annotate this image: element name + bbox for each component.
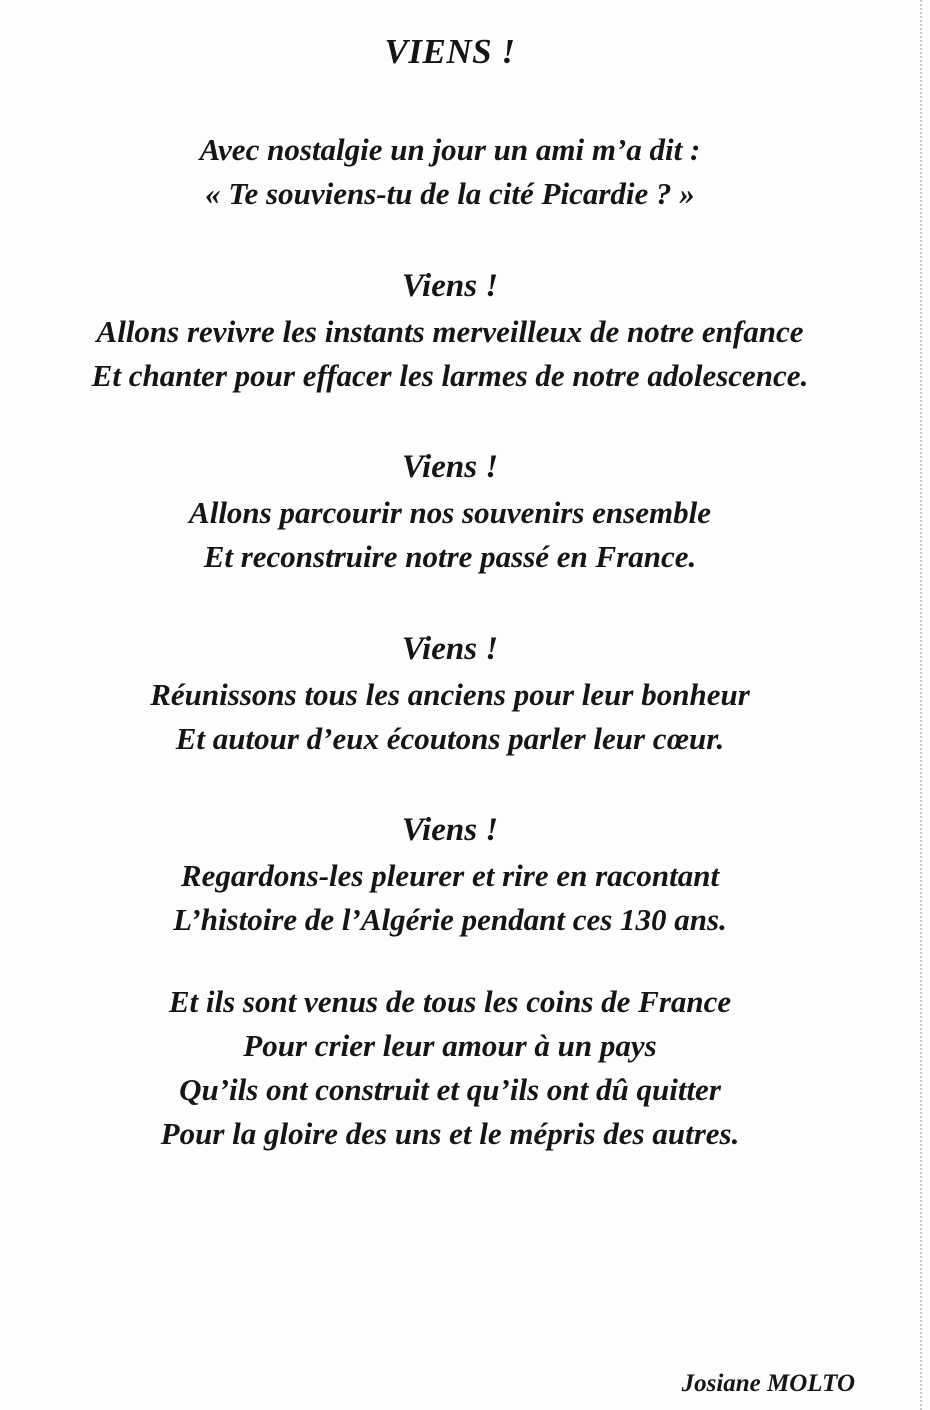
stanza-refrain: Viens !	[401, 268, 499, 304]
stanza-refrain: Viens !	[401, 631, 499, 667]
poem-line: Qu’ils ont construit et qu’ils ont dû quitter	[179, 1072, 721, 1107]
poem-line: Avec nostalgie un jour un ami m’a dit :	[199, 132, 701, 167]
stanza-viens-1	[0, 262, 900, 398]
poem-line: Et chanter pour effacer les larmes de notre adolescence.	[91, 358, 809, 393]
stanza-refrain: Viens !	[401, 449, 499, 485]
poem-line: L’histoire de l’Algérie pendant ces 130 ans.	[173, 902, 727, 937]
poem-line: « Te souviens-tu de la cité Picardie ? »	[205, 176, 695, 211]
author-signature: Josiane MOLTO	[681, 1370, 855, 1397]
poem-line: Et ils sont venus de tous les coins de France	[168, 984, 732, 1019]
poem-line: Allons revivre les instants merveilleux de notre enfance	[96, 314, 804, 349]
stanza-viens-2	[0, 443, 900, 579]
poem-line: Regardons-les pleurer et rire en racontant	[180, 858, 720, 893]
poem-line: Réunissons tous les anciens pour leur bonheur	[150, 677, 750, 712]
poem-line: Pour crier leur amour à un pays	[243, 1028, 657, 1063]
stanza-refrain: Viens !	[401, 812, 499, 848]
poem-line: Pour la gloire des uns et le mépris des autres.	[160, 1116, 740, 1151]
stanza-closing	[0, 980, 900, 1156]
poem-line: Et autour d’eux écoutons parler leur cœur.	[175, 721, 725, 756]
stanza-viens-3	[0, 625, 900, 761]
poem-line: Allons parcourir nos souvenirs ensemble	[189, 495, 711, 530]
stanza-intro	[0, 128, 900, 216]
poem-title: VIENS !	[384, 32, 516, 71]
stanza-viens-4	[0, 806, 900, 942]
page-edge-perforation	[916, 0, 922, 1410]
poem-line: Et reconstruire notre passé en France.	[203, 539, 697, 574]
